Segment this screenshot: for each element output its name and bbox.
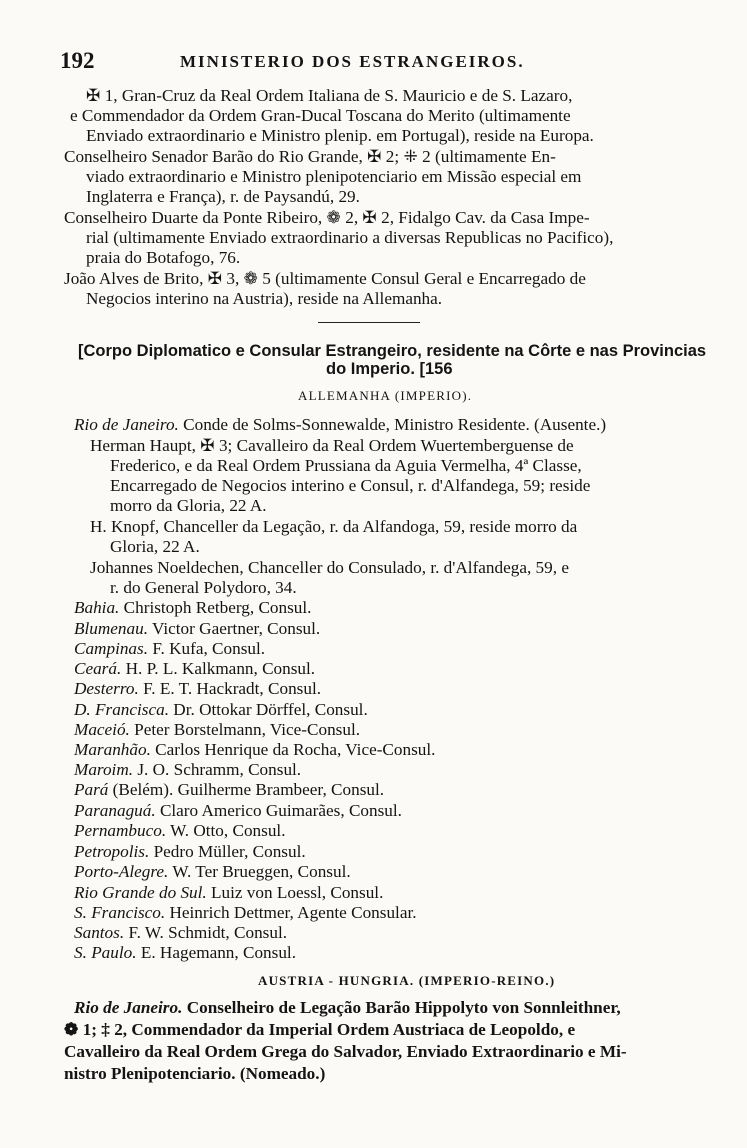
text-line: João Alves de Brito, ✠ 3, ❁ 5 (ultimamente Consul Geral e Encarregado de [64,269,586,288]
entry-text: Johannes Noeldechen, Chanceller do Consulado, r. d'Alfandega, 59, e [90,558,569,577]
text-line: Inglaterra e França), r. de Paysandú, 29. [86,187,360,206]
place-name: Maranhão. [74,740,151,759]
entry-text: Dr. Ottokar Dörffel, Consul. [169,700,368,719]
entry-line [74,679,321,699]
place-name: Pernambuco. [74,821,167,840]
entry-line [110,537,200,557]
entry-text: Encarregado de Negocios interino e Consul, r. d'Alfandega, 59; reside [110,476,591,495]
entry-text: Conselheiro de Legação Barão Hippolyto von Sonnleithner, [182,998,621,1017]
entry-line [74,720,360,740]
entry-line [90,517,577,537]
entry-text: Heinrich Dettmer, Agente Consular. [165,903,417,922]
entry-line [74,780,384,800]
entry-line [74,923,287,943]
place-name: Desterro. [74,679,139,698]
place-name: Bahia. [74,598,120,617]
entry-line [64,1020,575,1040]
entry-text: H. Knopf, Chanceller da Legação, r. da Alfandoga, 59, reside morro da [90,517,578,536]
entry-line [74,883,383,903]
page-number: 192 [60,48,95,73]
place-name: Pará [74,780,109,799]
entry-text: Luiz von Loessl, Consul. [206,883,384,902]
text-line: viado extraordinario e Ministro plenipotenciario em Missão especial em [86,167,582,186]
entry-line [74,415,606,435]
entry-line [74,639,265,659]
entry-text: (Belém). Guilherme Brambeer, Consul. [108,780,385,799]
place-name: Rio Grande do Sul. [74,883,207,902]
place-name: Campinas. [74,639,149,658]
entry-line [74,659,315,679]
place-name: D. Francisca. [74,700,169,719]
place-name: Petropolis. [74,842,150,861]
entry-text: Claro Americo Guimarães, Consul. [155,801,402,820]
entry-line [74,598,311,618]
place-name: Porto-Alegre. [74,862,169,881]
entry-line [74,740,435,760]
entry-line [74,700,368,720]
entry-text: W. Ter Brueggen, Consul. [168,862,351,881]
entry-text: Cavalleiro da Real Ordem Grega do Salvador, Enviado Extraordinario e Mi- [64,1042,627,1061]
place-name: Maceió. [74,720,130,739]
entry-text: Conde de Solms-Sonnewalde, Ministro Residente. (Ausente.) [178,415,607,434]
place-name: Paranaguá. [74,801,156,820]
text-line: praia do Botafogo, 76. [86,248,241,267]
entry-line [74,760,301,780]
text-line: Negocios interino na Austria), reside na Allemanha. [86,289,443,308]
entry-text: r. do General Polydoro, 34. [110,578,297,597]
place-name: S. Paulo. [74,943,137,962]
entry-text: Pedro Müller, Consul. [149,842,306,861]
entry-text: H. P. L. Kalkmann, Consul. [121,659,316,678]
place-name: S. Francisco. [74,903,166,922]
page-header [60,48,700,76]
entry-text: Gloria, 22 A. [110,537,200,556]
country-heading-allemanha: ALLEMANHA (IMPERIO). [298,388,473,403]
entry-text: W. Otto, Consul. [166,821,286,840]
entry-line [74,998,621,1018]
entry-line [90,558,569,578]
entry-line [74,943,296,963]
section-heading-cont: do Imperio. [156 [326,360,453,378]
entry-text: F. E. T. Hackradt, Consul. [138,679,322,698]
entry-text: Herman Haupt, ✠ 3; Cavalleiro da Real Ordem Wuertemberguense de [90,436,574,455]
entry-line [110,456,582,476]
place-name: Blumenau. [74,619,148,638]
entry-line [74,801,402,821]
text-line: Conselheiro Duarte da Ponte Ribeiro, ❁ 2, ✠ 2, Fidalgo Cav. da Casa Impe- [64,208,590,227]
entry-line [110,476,590,496]
entry-line [74,619,320,639]
place-name: Maroim. [74,760,134,779]
place-name: Santos. [74,923,125,942]
entry-text: E. Hagemann, Consul. [136,943,296,962]
entry-line [74,842,306,862]
section-divider [318,322,420,323]
entry-text: morro da Gloria, 22 A. [110,496,267,515]
entry-text: ❁ 1; ‡ 2, Commendador da Imperial Ordem Austriaca de Leopoldo, e [64,1020,576,1039]
entry-line [64,1042,627,1062]
text-line: Enviado extraordinario e Ministro plenip. em Portugal), reside na Europa. [86,126,594,145]
entry-line [74,821,286,841]
text-line: rial (ultimamente Enviado extraordinario a diversas Republicas no Pacifico), [86,228,614,247]
text-line: ✠ 1, Gran-Cruz da Real Ordem Italiana de S. Mauricio e de S. Lazaro, [86,86,573,105]
entry-line [64,1064,325,1084]
text-line: Conselheiro Senador Barão do Rio Grande, ✠ 2; ⁜ 2 (ultimamente En- [64,147,556,166]
entry-text: Carlos Henrique da Rocha, Vice-Consul. [150,740,436,759]
running-title: MINISTERIO DOS ESTRANGEIROS. [180,52,525,71]
entry-line [110,578,297,598]
place-name: Rio de Janeiro. [74,998,183,1017]
entry-text: Peter Borstelmann, Vice-Consul. [129,720,361,739]
entry-text: nistro Plenipotenciario. (Nomeado.) [64,1064,326,1083]
entry-text: F. W. Schmidt, Consul. [124,923,288,942]
entry-line [110,496,267,516]
entry-text: J. O. Schramm, Consul. [133,760,302,779]
place-name: Ceará. [74,659,122,678]
entry-text: Frederico, e da Real Ordem Prussiana da Aguia Vermelha, 4ª Classe, [110,456,582,475]
text-line: e Commendador da Ordem Gran-Ducal Toscana do Merito (ultimamente [70,106,571,125]
section-heading: [Corpo Diplomatico e Consular Estrangeiro, residente na Côrte e nas Provincias [78,342,707,360]
country-heading-austria: AUSTRIA - HUNGRIA. (IMPERIO-REINO.) [258,973,556,988]
entry-text: Christoph Retberg, Consul. [119,598,312,617]
entry-text: Victor Gaertner, Consul. [148,619,321,638]
entry-line [74,862,351,882]
entry-text: F. Kufa, Consul. [148,639,266,658]
entry-line [74,903,417,923]
entry-line [90,436,574,456]
place-name: Rio de Janeiro. [74,415,179,434]
